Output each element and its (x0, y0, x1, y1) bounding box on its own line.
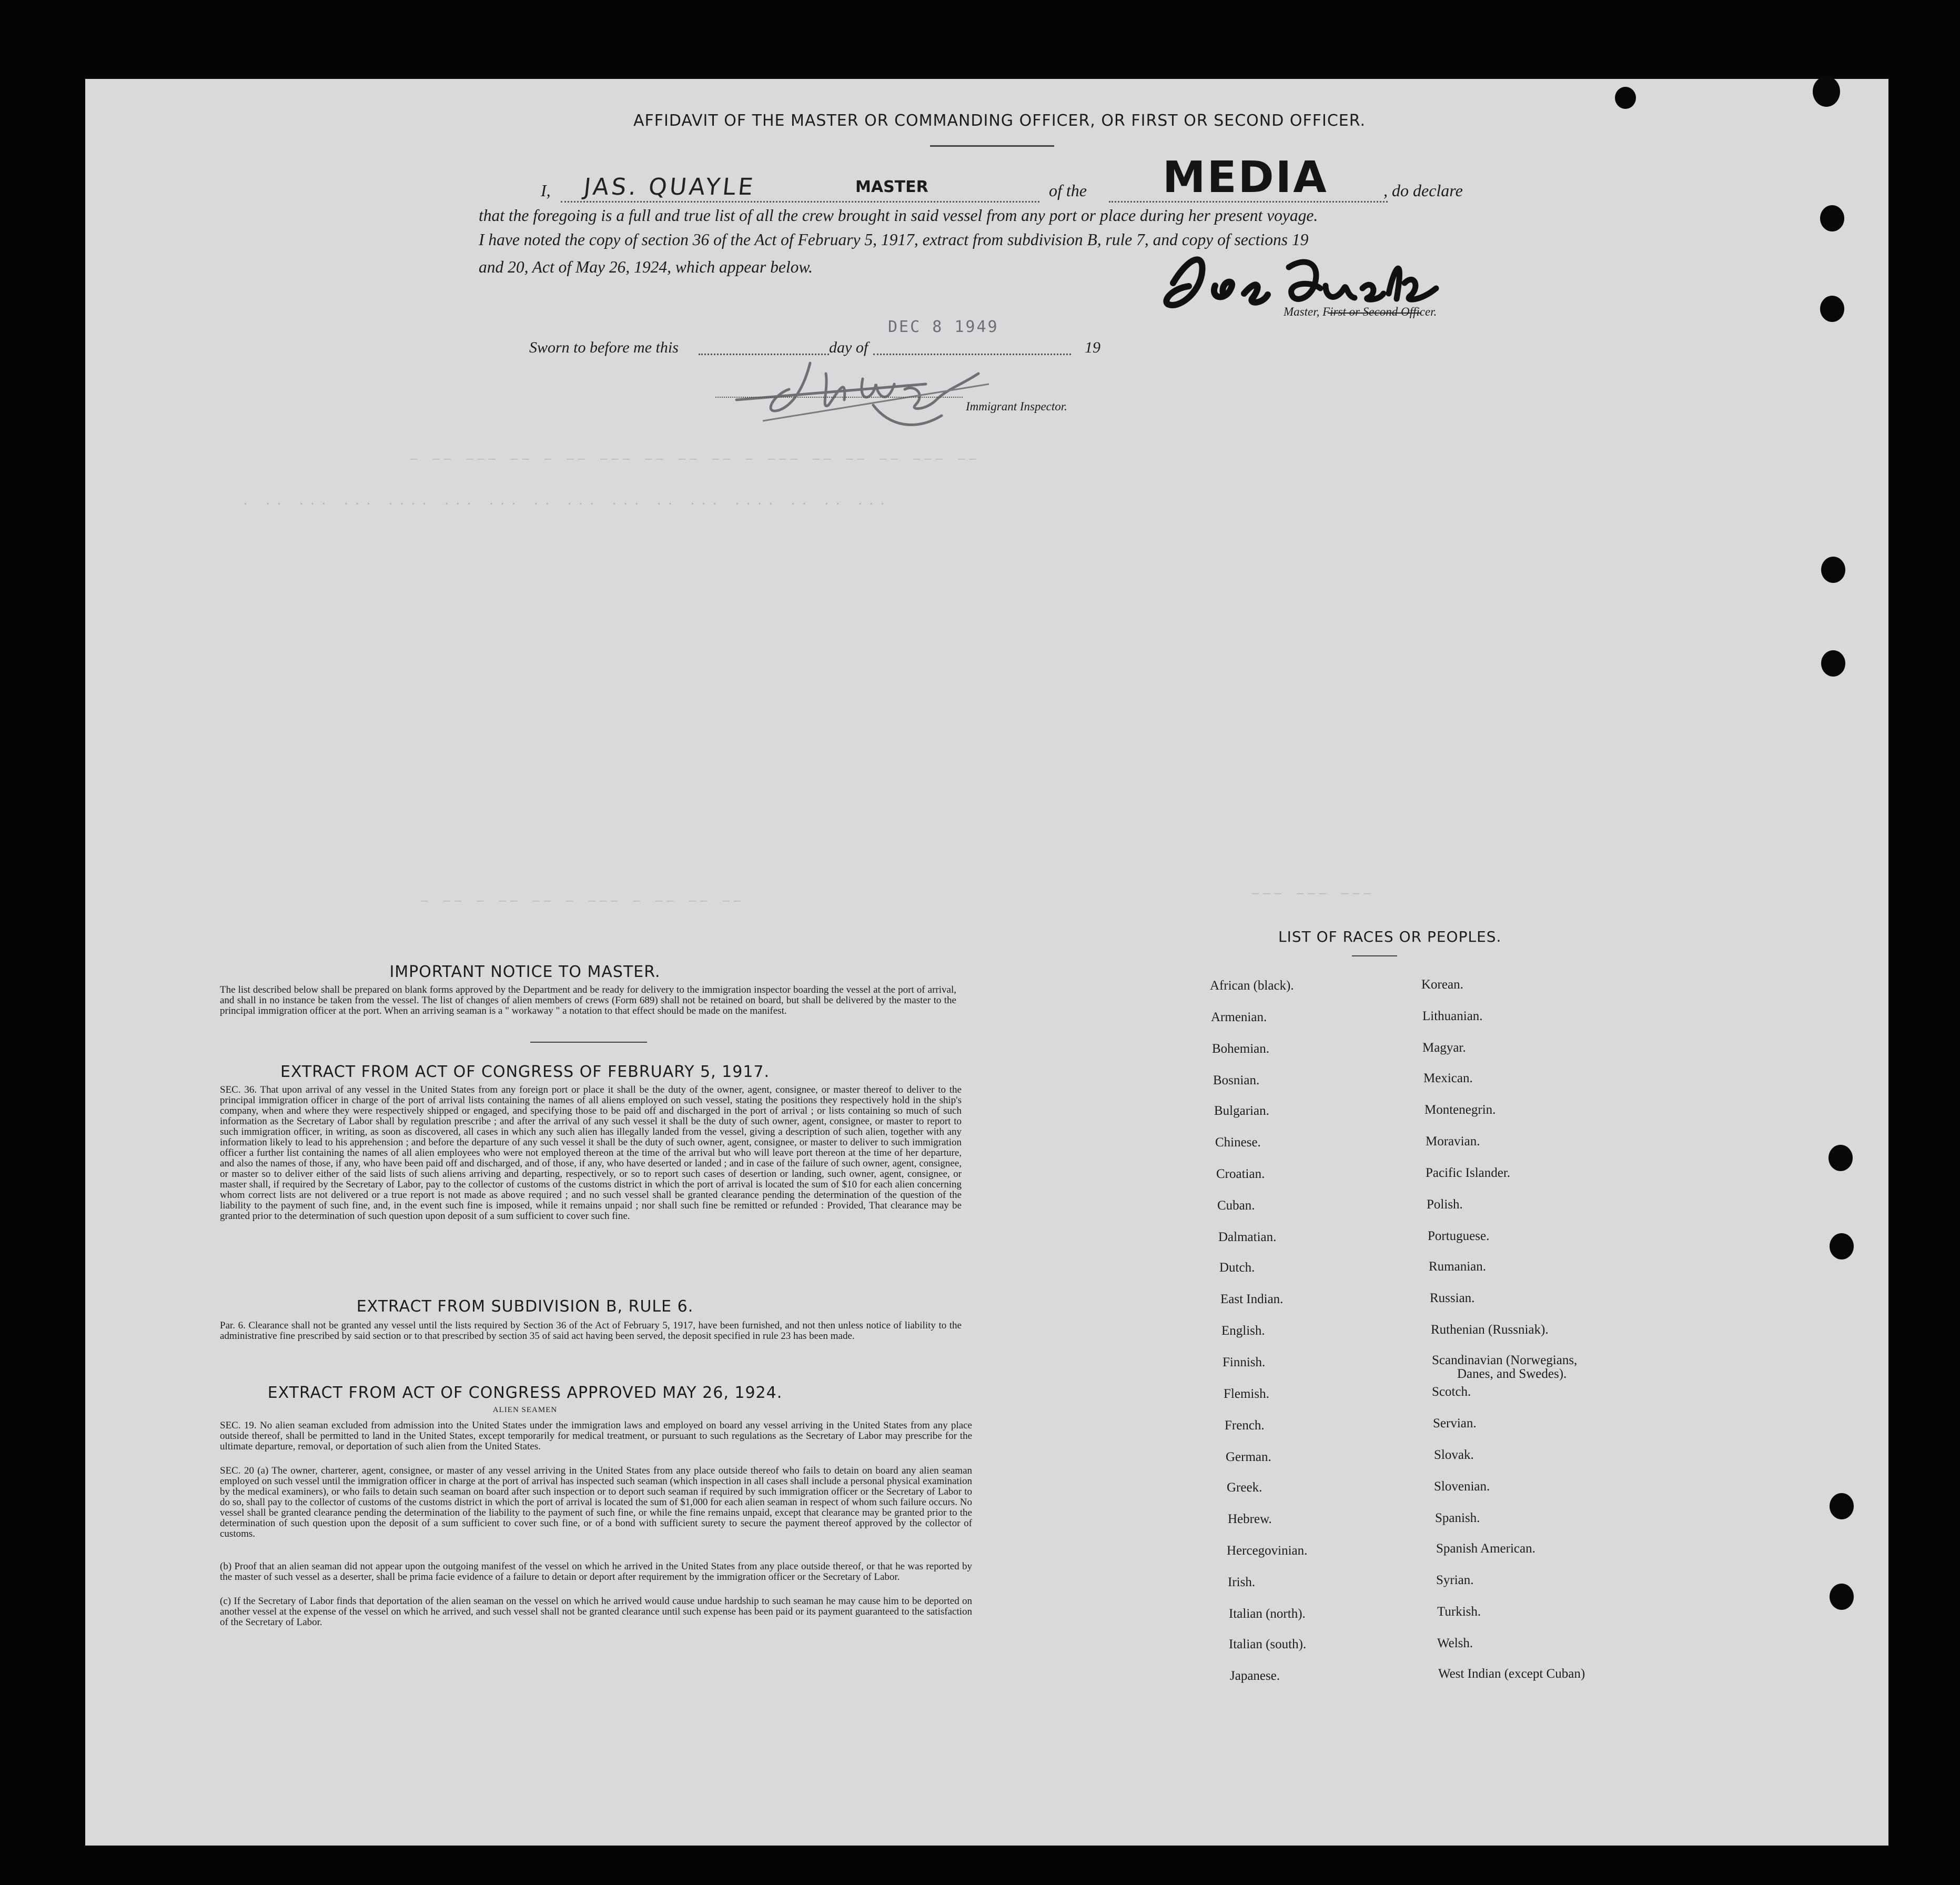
race-item: Spanish American. (1436, 1541, 1535, 1556)
punch-hole (1821, 557, 1845, 583)
extract-1924-sec20a: SEC. 20 (a) The owner, charterer, agent, consignee, or master of any vessel arriving in the United States from any place outside thereof who fails to detain on board any alien seaman employed on such vessel until the immigration officer in charge at the port of arrival has inspected such seaman (which inspection in all cases shall include a personal physical examination by the medical examiners), or who fails to detain such seaman on board after such inspection or to deport such seaman if required by such immigration officer or the Secretary of Labor to do so, shall pay to the collector of customs of the customs district in which the port of arrival is located the sum of $1,000 for each alien seaman in respect of whom such failure occurs. No vessel shall be granted clearance pending the determination of the liability to the payment of such fine, or while the fine remains unpaid, except that clearance may be granted prior to the determination of such question upon the deposit of a sum sufficient to cover such fine, or of a bond with sufficient surety to secure the payment thereof approved by the collector of customs. (220, 1465, 972, 1539)
extract-rule6-title: EXTRACT FROM SUBDIVISION B, RULE 6. (356, 1297, 694, 1316)
race-item: Dalmatian. (1218, 1230, 1277, 1244)
punch-hole (1813, 76, 1840, 107)
race-item: Slovak. (1434, 1448, 1474, 1462)
race-item: Japanese. (1230, 1669, 1280, 1683)
race-item: East Indian. (1220, 1292, 1284, 1306)
race-item: English. (1221, 1324, 1265, 1338)
race-item: Syrian. (1436, 1573, 1474, 1587)
race-item: Bohemian. (1212, 1042, 1270, 1056)
race-item: West Indian (except Cuban) (1438, 1667, 1585, 1681)
race-item: Scotch. (1432, 1385, 1471, 1399)
race-item: Dutch. (1219, 1261, 1255, 1275)
race-item: Polish. (1427, 1197, 1463, 1212)
race-item: Italian (north). (1229, 1607, 1306, 1621)
punch-hole (1828, 1145, 1853, 1171)
race-item: Hercegovinian. (1227, 1544, 1308, 1558)
affidavit-title: AFFIDAVIT OF THE MASTER OR COMMANDING OFFICER, OR FIRST OR SECOND OFFICER. (633, 112, 1366, 130)
race-item: Chinese. (1215, 1135, 1261, 1150)
declaration-line-3: I have noted the copy of section 36 of the Act of February 5, 1917, extract from subdivision B, rule 7, and copy of sections 19 (479, 230, 1309, 249)
name-line (561, 201, 1039, 203)
race-item: Lithuanian. (1422, 1009, 1483, 1023)
race-item: Portuguese. (1428, 1229, 1490, 1243)
year-prefix: 19 (1085, 339, 1100, 356)
vessel-line (1109, 201, 1388, 203)
bleed-through-marks: ——— ——— ——— (1252, 887, 1375, 900)
race-item: Flemish. (1224, 1387, 1269, 1401)
race-item: Italian (south). (1229, 1637, 1307, 1651)
sworn-prefix: Sworn to before me this (529, 339, 679, 356)
punch-hole (1830, 1493, 1854, 1519)
race-item: Ruthenian (Russniak). (1431, 1323, 1549, 1337)
race-item: Montenegrin. (1424, 1103, 1496, 1117)
race-item: Rumanian. (1429, 1259, 1487, 1274)
race-item: Magyar. (1422, 1041, 1466, 1055)
extract-1924-subtitle: ALIEN SEAMEN (492, 1406, 558, 1414)
extract-1924-title: EXTRACT FROM ACT OF CONGRESS APPROVED MAY 26, 1924. (267, 1384, 783, 1402)
race-item: African (black). (1210, 979, 1294, 993)
race-item: Bulgarian. (1214, 1104, 1269, 1118)
race-item: Welsh. (1437, 1636, 1473, 1650)
race-item: Armenian. (1211, 1010, 1267, 1024)
notice-body: The list described below shall be prepared on blank forms approved by the Department and be ready for delivery to the immigration inspector boarding the vessel at the port of arrival, and shall in no instance be taken from the vessel. The list of changes of alien members of crews (Form 689) shall not be retained on board, but shall be delivered by the master to the principal immigration officer at the port. When an arriving seaman is a " workaway " a notation to that effect should be made on the manifest. (220, 984, 956, 1016)
race-item: German. (1226, 1450, 1271, 1464)
extract-1917-title: EXTRACT FROM ACT OF CONGRESS OF FEBRUARY 5, 1917. (280, 1063, 770, 1081)
race-item: French. (1225, 1418, 1265, 1433)
vessel-name: MEDIA (1163, 153, 1328, 203)
race-item: Hebrew. (1228, 1512, 1272, 1526)
extract-rule6-body: Par. 6. Clearance shall not be granted any vessel until the lists required by Section 36 of the Act of February 5, 1917, have been furnished, and not then unless notice of liability to the administrative fine prescribed by said section or to that prescribed by section 35 of said act having been served, the deposit specified in rule 23 has been made. (220, 1320, 962, 1342)
extract-1924-sec20c: (c) If the Secretary of Labor finds that deportation of the alien seaman on the vessel on which he arrived would cause undue hardship to such seaman he may cause him to be deported on another vessel at the expense of the vessel on which he arrived, and such vessel shall not be granted clearance until such expense has been paid or its payment guaranteed to the satisfaction of the Secretary of Labor. (220, 1596, 972, 1628)
bleed-through-marks: — —— ——— —— — —— ——— —— —— —— — ——— —— —— —— ——— —— (410, 452, 981, 466)
race-item: Croatian. (1216, 1167, 1265, 1181)
of-the: of the (1049, 181, 1087, 200)
races-title: LIST OF RACES OR PEOPLES. (1278, 928, 1502, 945)
punch-hole (1615, 87, 1636, 109)
race-item: Russian. (1430, 1291, 1475, 1305)
race-item: Scandinavian (Norwegians, (1432, 1353, 1578, 1367)
race-item: Bosnian. (1213, 1073, 1260, 1087)
race-item: Spanish. (1435, 1511, 1480, 1525)
punch-hole (1820, 296, 1844, 322)
notice-title: IMPORTANT NOTICE TO MASTER. (389, 963, 661, 981)
race-item: Irish. (1228, 1575, 1256, 1589)
date-stamp: DEC 8 1949 (888, 318, 999, 336)
race-item: Turkish. (1437, 1605, 1481, 1619)
race-item: Danes, and Swedes). (1457, 1367, 1567, 1381)
race-item: Finnish. (1223, 1355, 1266, 1369)
race-item: Greek. (1227, 1480, 1262, 1495)
punch-hole (1830, 1233, 1854, 1259)
inspector-signature (715, 352, 1052, 437)
declaration-line-4: and 20, Act of May 26, 1924, which appear below. (479, 258, 813, 276)
title-underline (930, 145, 1054, 147)
extract-1924-sec19: SEC. 19. No alien seaman excluded from admission into the United States under the immigration laws and employed on board any vessel arriving in the United States from any place outside thereof, shall be permitted to land in the United States, except temporarily for medical treatment, or pursuant to such regulations as the Secretary of Labor may prescribe for the ultimate departure, removal, or deportation of such alien from the United States. (220, 1420, 972, 1452)
race-item: Cuban. (1217, 1198, 1255, 1213)
day-of: day of (829, 339, 868, 356)
race-item: Moravian. (1426, 1134, 1480, 1148)
punch-hole (1820, 205, 1844, 231)
races-underline (1352, 955, 1397, 956)
bleed-through-marks: — —— — —— —— — ——— — —— —— —— (421, 894, 745, 908)
race-item: Pacific Islander. (1426, 1166, 1511, 1180)
extract-1917-body: SEC. 36. That upon arrival of any vessel in the United States from any foreign port or place it shall be the duty of the owner, agent, consignee, or master thereof to deliver to the principal immigration officer in charge of the port of arrival lists containing the names of all aliens employed on such vessel, stating the positions they respectively hold in the ship's company, when and where they were respectively shipped or engaged, and specifying those to be paid off and discharged in the port of arrival ; or lists containing so much of such information as the Secretary of Labor shall by regulation prescribe ; and after the arrival of any such vessel it shall be the duty of such owner, agent, consignee, or master to report to such immigration officer, in writing, as soon as discovered, all cases in which any such alien has illegally landed from the vessel, giving a description of such alien, together with any information likely to lead to his apprehension ; and before the departure of any such vessel it shall be the duty of such owner, agent, consignee, or master to deliver to such immigration officer a further list containing the names of all alien employees who were not employed thereon at the time of the arrival but who will leave port thereon at the time of her departure, and also the names of those, if any, who have been paid off and discharged, and of those, if any, who have deserted or landed ; and in case of the failure of such owner, agent, consignee, or master so to deliver either of the said lists of such aliens arriving and departing, respectively, or so to report such cases of desertion or landing, such owner, agent, consignee, or master shall, if required by the Secretary of Labor, pay to the collector of customs of the customs district in which the port of arrival is located the sum of $10 for each alien concerning whom correct lists are not delivered or a true report is not made as above required ; and no such vessel shall be granted clearance pending the determination of the question of the liability to the payment of such fine, and, in the event such fine is imposed, while it remains unpaid ; nor shall such fine be remitted or refunded : Provided, That clearance may be granted prior to the determination of such question upon deposit of a sum sufficient to cover such fine. (220, 1084, 962, 1222)
punch-hole (1830, 1584, 1854, 1610)
race-item: Slovenian. (1434, 1479, 1490, 1494)
race-item: Servian. (1433, 1416, 1477, 1430)
race-item: Mexican. (1423, 1071, 1473, 1085)
inspector-caption: Immigrant Inspector. (966, 400, 1067, 413)
signature-caption: Master, First or Second Officer. (1284, 305, 1437, 318)
do-declare: , do declare (1383, 181, 1463, 200)
strikethrough (1328, 313, 1421, 314)
race-item: Korean. (1421, 977, 1463, 992)
divider (530, 1042, 647, 1043)
rank: MASTER (855, 178, 928, 196)
declaration-line-2: that the foregoing is a full and true list of all the crew brought in said vessel from any port or place during her present voyage. (479, 206, 1318, 225)
punch-hole (1821, 650, 1845, 677)
bleed-through-marks: . .. ... ... .... ... ... .. ... ... .. ... .... .. .. ... (242, 495, 891, 508)
extract-1924-sec20b: (b) Proof that an alien seaman did not appear upon the outgoing manifest of the vessel on which he arrived in the United States from any place outside thereof, or that he was reported by the master of such vessel as a deserter, shall be prima facie evidence of a failure to detain or deport after requirement by the immigration officer or the Secretary of Labor. (220, 1561, 972, 1582)
i-prefix: I, (541, 181, 551, 200)
master-name: JAS. QUAYLE (582, 174, 757, 200)
inspector-line (715, 397, 963, 398)
